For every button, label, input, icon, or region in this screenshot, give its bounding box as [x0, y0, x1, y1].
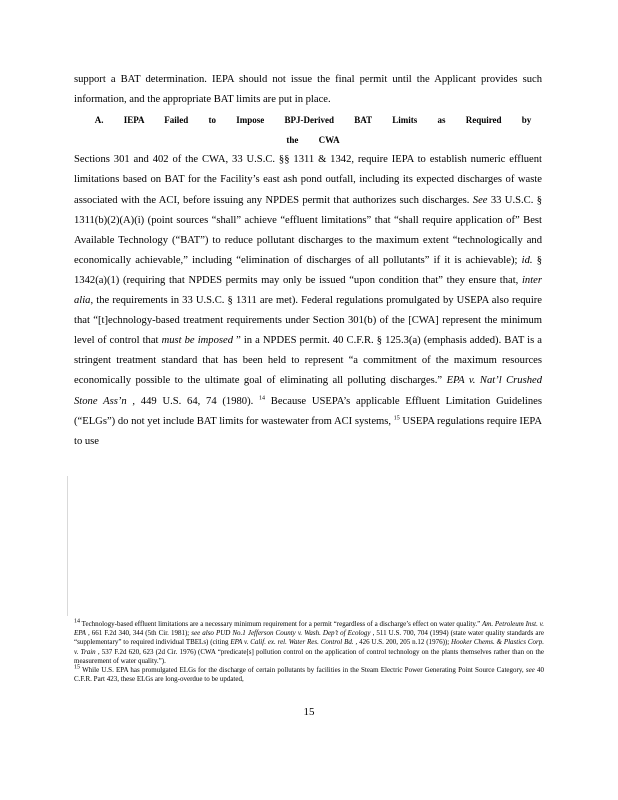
main-text-8: USEPA regulations require IEPA to use	[74, 415, 542, 447]
footnote-14-number: 14	[74, 618, 80, 625]
footnote-14-case-3: Hooker Chems. & Plastics Corp. v. Train	[74, 638, 544, 656]
body-text	[74, 70, 542, 452]
footnote-14-text-b: , 661 F.2d 340, 344 (5th Cir. 1981);	[85, 629, 192, 638]
section-heading: A. IEPA Failed to Impose BPJ-Derived BAT Limits as Required by the CWA	[94, 115, 532, 146]
signal-see: See	[472, 194, 488, 206]
emphasis-must-be-imposed: must be imposed	[161, 335, 234, 347]
opening-paragraph: support a BAT determination. IEPA should not issue the final permit until the Applicant provides such information, and the appropriate BAT limits are put in place.	[74, 74, 542, 106]
margin-rule	[67, 476, 68, 616]
main-text-6: , 449 U.S. 64, 74 (1980).	[126, 395, 260, 407]
main-text-3: § 1342(a)(1) (requiring that NPDES permits may only be issued “upon condition that” they ensure that,	[74, 254, 543, 286]
case-epa-crushed-stone: EPA v. Nat’l Crushed Stone Ass’n	[74, 375, 543, 407]
main-text-2: 33 U.S.C. § 1311(b)(2)(A)(i) (point sources “shall” achieve “effluent limitations” that “shall require application of” Best Available Technology (“BAT”) to reduce pollutant discharges to the maximum extent “technologically and economically achievable,” including “elimination of discharges of all pollutants” if it is achievable);	[74, 194, 543, 266]
footnotes	[74, 620, 544, 684]
main-paragraph	[74, 150, 542, 451]
footnote-ref-15[interactable]: 15	[393, 415, 400, 422]
footnote-14-text-e: , 537 F.2d 620, 623 (2d Cir. 1976) (CWA “predicate[s] pollution control on the application of control technology on the plants themselves rather than on the measurement of water quality.”).	[74, 647, 544, 665]
signal-id: id.	[521, 254, 533, 266]
footnote-ref-14[interactable]: 14	[259, 394, 266, 401]
main-text-4: , the requirements in 33 U.S.C. § 1311 are met). Federal regulations promulgated by USEPA also require that “[t]echnology-based treatment requirements under Section 301(b) of the [CWA] represent the minimum level of control that	[74, 295, 542, 347]
main-text-7: Because USEPA’s applicable Effluent Limitation Guidelines (“ELGs”) do not yet include BAT limits for wastewater from ACI systems,	[74, 395, 542, 427]
footnote-15-text-b: 40 C.F.R. Part 423, these ELGs are long-overdue to be updated,	[74, 666, 544, 684]
footnote-14-text-c: , 511 U.S. 700, 704 (1994) (state water quality standards are “supplementary” to required individual TBELs) (citing	[74, 629, 544, 647]
footnote-14-see-also: see also PUD No.1 Jefferson County v. Wash. Dep’t of Ecology	[191, 629, 371, 638]
footnote-15-text-a: While U.S. EPA has promulgated ELGs for the discharge of certain pollutants by facilities in the Steam Electric Power Generating Point Source Category,	[80, 666, 526, 675]
footnote-14-case-2: EPA v. Calif. ex. rel. Water Res. Control Bd.	[230, 638, 354, 647]
footnote-14-case-1: Am. Petroleum Inst. v. EPA	[74, 620, 544, 638]
footnote-14-text-d: , 426 U.S. 200, 205 n.12 (1976));	[353, 638, 452, 647]
footnote-14	[74, 620, 544, 666]
footnote-15-number: 15	[74, 664, 80, 671]
footnote-15-see: see	[525, 666, 535, 675]
footnote-15	[74, 666, 544, 684]
main-text-1: Sections 301 and 402 of the CWA, 33 U.S.C. §§ 1311 & 1342, require IEPA to establish numeric effluent limitations based on BAT for the Facility’s east ash pond outfall, including its expected discharges of waste associated with the ACI, before issuing any NPDES permit that authorizes such discharges.	[74, 154, 542, 206]
page-number: 15	[303, 706, 315, 718]
inter-alia: inter alia	[74, 274, 542, 307]
main-text-5: ” in a NPDES permit. 40 C.F.R. § 125.3(a) (emphasis added). BAT is a stringent treatment standard that has been held to represent “a commitment of the maximum resources economically possible to the ultimate goal of eliminating all polluting discharges.”	[74, 335, 542, 387]
footnote-14-text-a: Technology-based effluent limitations are a necessary minimum requirement for a permit “regardless of a discharge’s effect on water quality.”	[80, 620, 483, 628]
